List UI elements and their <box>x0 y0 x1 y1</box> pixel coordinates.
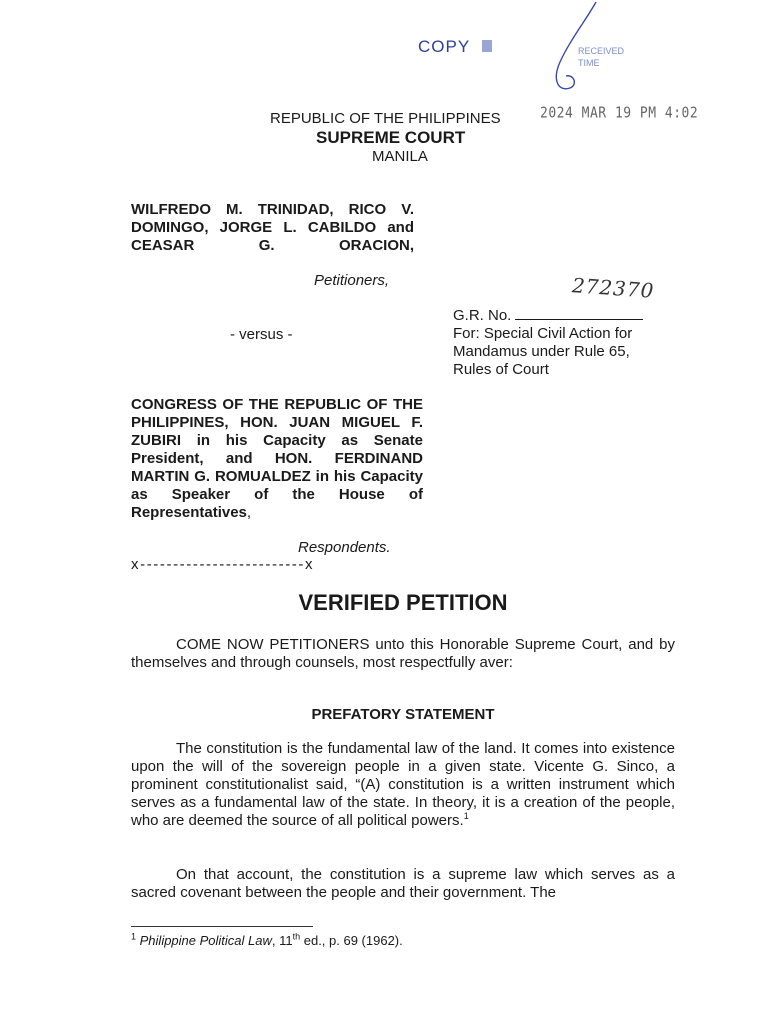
respondents-names: CONGRESS OF THE REPUBLIC OF THE PHILIPPINES, HON. JUAN MIGUEL F. ZUBIRI in his Capacity as Senate President, and HON. FERDINAND MARTIN G. ROMUALDEZ in his Capacity as Speaker of the House of Representatives, <box>131 396 423 521</box>
footnote-ref: 1 <box>463 811 469 821</box>
gr-blank-line <box>515 307 643 320</box>
received-stamp: RECEIVED TIME <box>578 46 625 68</box>
section-heading: PREFATORY STATEMENT <box>311 706 495 723</box>
body-paragraph-2: On that account, the constitution is a supreme law which serves as a sacred covenant between the people and their government. The <box>131 866 675 901</box>
case-number-handwritten: 272370 <box>571 273 656 303</box>
petitioners-role: Petitioners, <box>314 272 390 289</box>
respondents-role: Respondents. <box>298 539 391 556</box>
versus-label: - versus - <box>230 326 293 343</box>
court-heading: SUPREME COURT <box>316 128 466 147</box>
caption-separator: x-------------------------x <box>131 556 315 573</box>
document-title: VERIFIED PETITION <box>298 590 508 615</box>
city-heading: MANILA <box>372 148 428 165</box>
intro-paragraph: COME NOW PETITIONERS unto this Honorable Supreme Court, and by themselves and through counsels, most respectfully aver: <box>131 636 675 671</box>
body-paragraph-1: The constitution is the fundamental law of the land. It comes into existence upon the will of the sovereign people in a given state. Vicente G. Sinco, a prominent constitutionalist said, “(A) constitution is a written instrument which serves as a fundamental law of the state. In theory, it is a creation of the people, who are deemed the source of all political powers.$^1$ <box>131 740 675 829</box>
petitioners-names: WILFREDO M. TRINIDAD, RICO V. DOMINGO, JORGE L. CABILDO and CEASAR G. ORACION, <box>131 201 414 254</box>
footnote: $^1$ Philippine Political Law, 11th ed., p. 69 (1962). <box>131 931 403 948</box>
republic-heading: REPUBLIC OF THE PHILIPPINES <box>270 110 501 127</box>
copy-stamp: COPY <box>418 37 471 56</box>
gr-number-line: G.R. No. <box>453 307 683 325</box>
date-stamp: 2024 MAR 19 PM 4:02 <box>540 104 699 123</box>
case-info: G.R. No. For: Special Civil Action for Mandamus under Rule 65, Rules of Court <box>453 307 683 379</box>
stamp-mark <box>482 40 492 52</box>
footnote-divider <box>131 926 313 927</box>
